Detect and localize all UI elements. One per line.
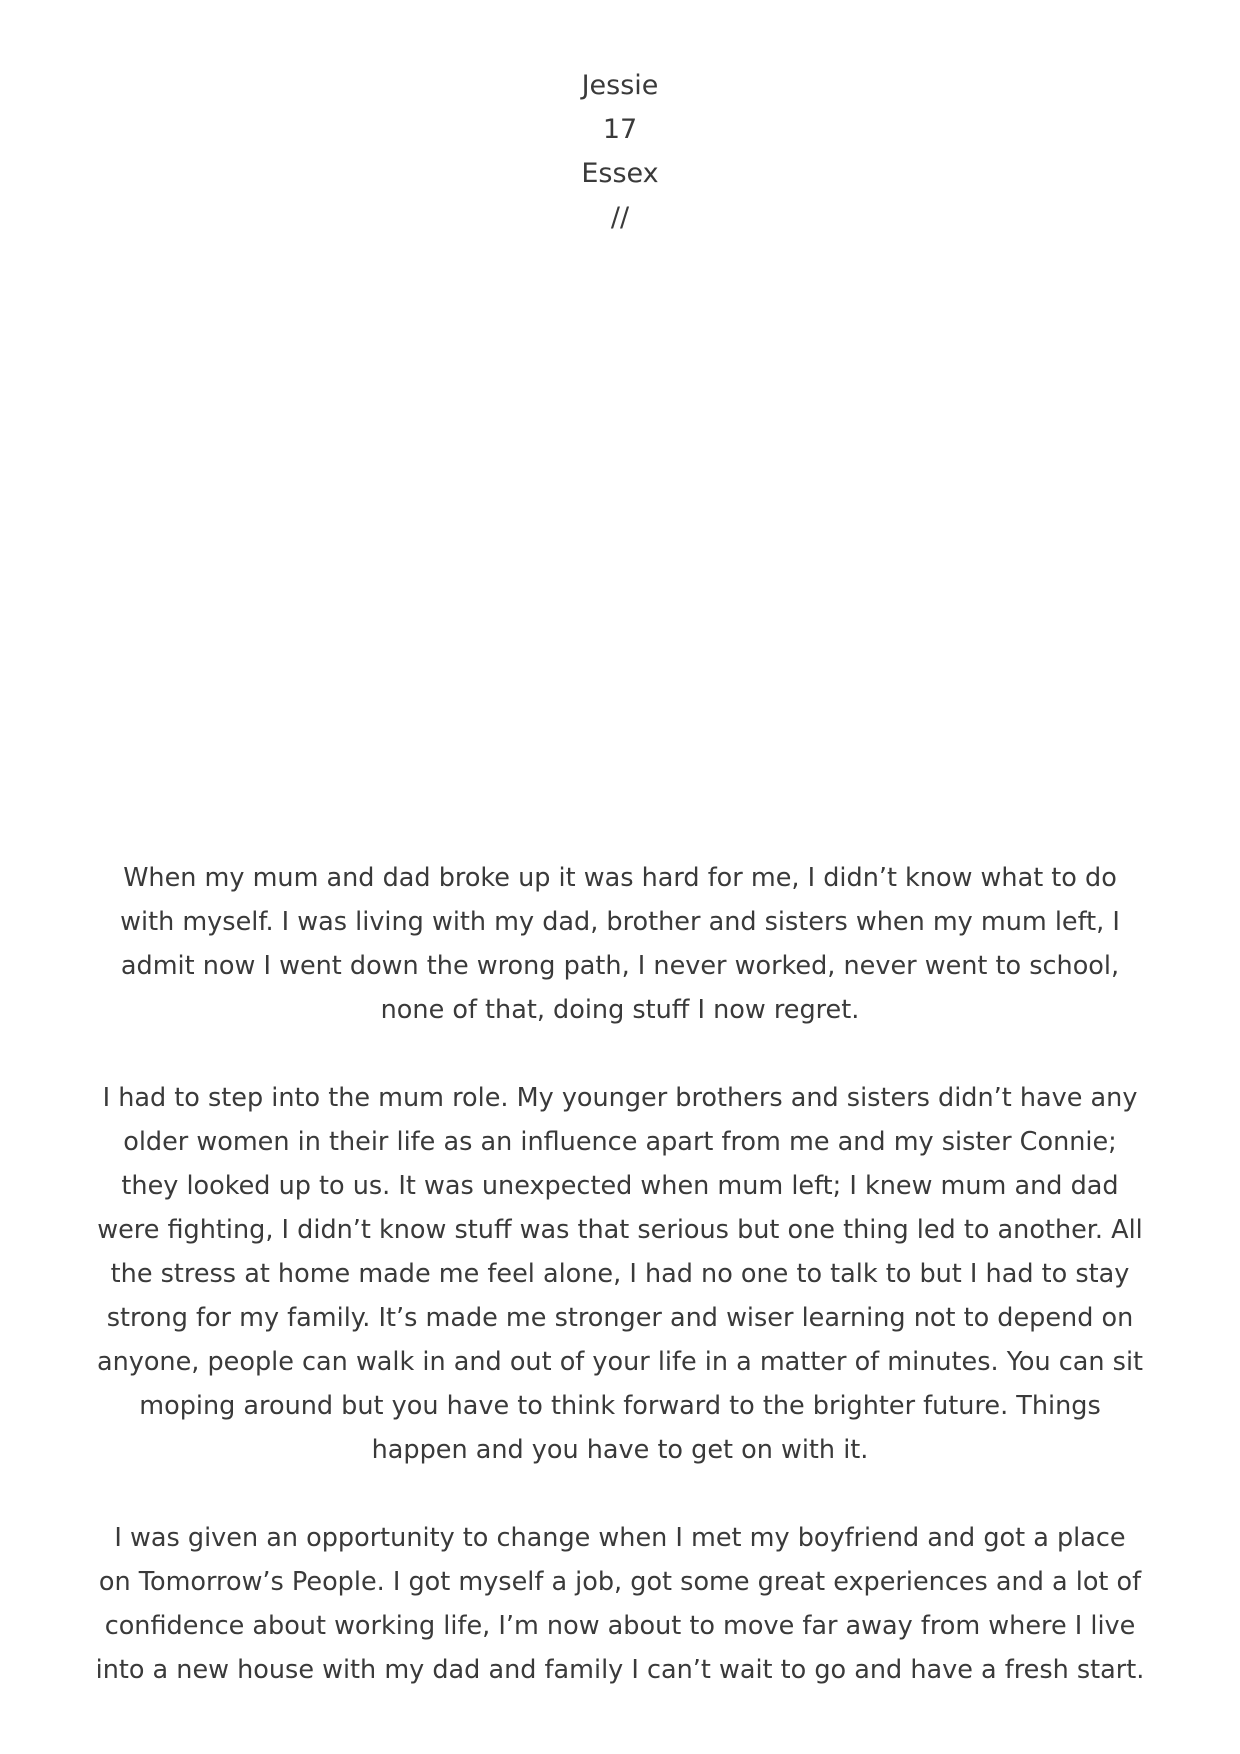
story-paragraph-1 <box>70 856 1170 1032</box>
text-line: I was given an opportunity to change when I met my boyfriend and got a place <box>114 1523 1126 1553</box>
text-line: strong for my family. It’s made me stronger and wiser learning not to depend on <box>106 1303 1134 1333</box>
profile-age: 17 <box>602 114 638 145</box>
profile-name: Jessie <box>581 70 659 101</box>
text-line: with myself. I was living with my dad, brother and sisters when my mum left, I <box>120 907 1120 937</box>
profile-location: Essex <box>581 158 659 189</box>
story-paragraph-3 <box>70 1516 1170 1692</box>
story-paragraph-2 <box>70 1076 1170 1472</box>
text-line: into a new house with my dad and family I can’t wait to go and have a fresh start. <box>95 1655 1145 1685</box>
text-line: were fighting, I didn’t know stuff was that serious but one thing led to another. All <box>97 1215 1143 1245</box>
text-line: confidence about working life, I’m now about to move far away from where I live <box>104 1611 1136 1641</box>
text-line: admit now I went down the wrong path, I never worked, never went to school, <box>120 951 1120 981</box>
text-line: When my mum and dad broke up it was hard for me, I didn’t know what to do <box>123 863 1117 893</box>
text-line: they looked up to us. It was unexpected when mum left; I knew mum and dad <box>121 1171 1119 1201</box>
text-line: none of that, doing stuff I now regret. <box>380 995 860 1025</box>
story-text <box>70 856 1170 1736</box>
text-line: on Tomorrow’s People. I got myself a job, got some great experiences and a lot of <box>98 1567 1142 1597</box>
text-line: I had to step into the mum role. My younger brothers and sisters didn’t have any <box>102 1083 1138 1113</box>
text-line: the stress at home made me feel alone, I had no one to talk to but I had to stay <box>110 1259 1130 1289</box>
text-line: anyone, people can walk in and out of your life in a matter of minutes. You can sit <box>96 1347 1144 1377</box>
header-separator: // <box>610 202 630 233</box>
text-line: happen and you have to get on with it. <box>371 1435 869 1465</box>
text-line: older women in their life as an influence apart from me and my sister Connie; <box>123 1127 1117 1157</box>
profile-header <box>0 64 1240 240</box>
text-line: moping around but you have to think forward to the brighter future. Things <box>139 1391 1101 1421</box>
